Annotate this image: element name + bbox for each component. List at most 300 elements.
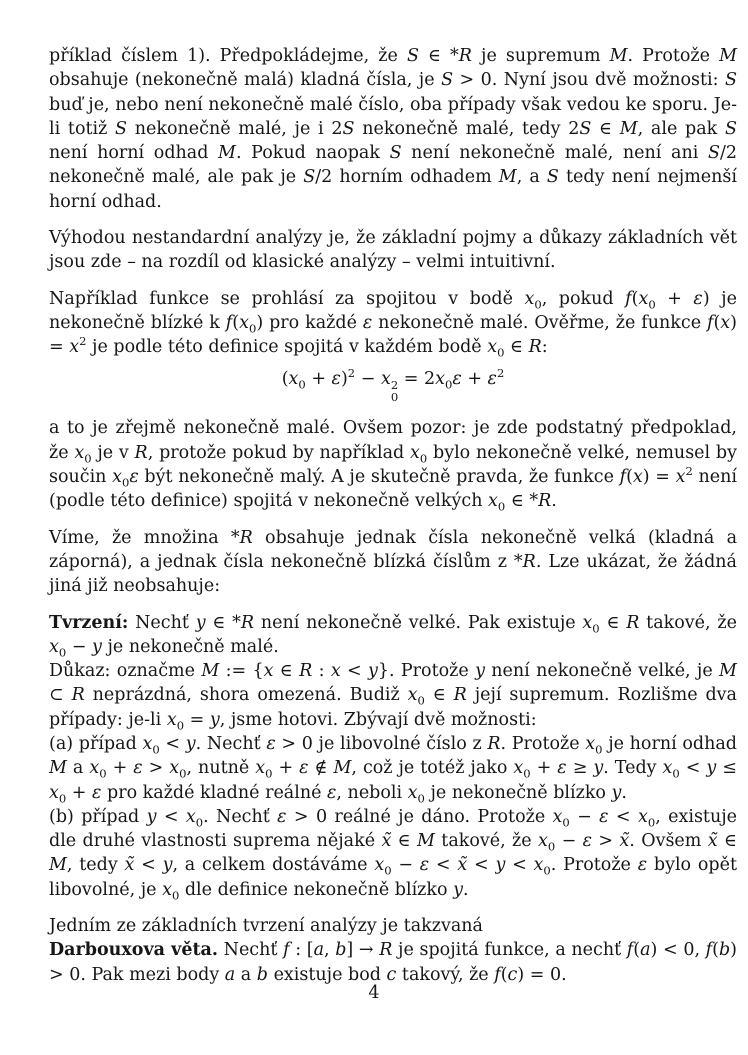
text-run: pro každé kladné reálné — [101, 782, 328, 803]
text-run: > — [142, 758, 170, 779]
text-run: x — [166, 709, 177, 730]
text-run: − — [66, 636, 93, 657]
text-run: 0 — [497, 499, 506, 514]
text-run: x — [720, 312, 731, 333]
text-run: y — [146, 806, 157, 827]
text-run: R — [487, 733, 501, 754]
text-run: x — [255, 758, 266, 779]
text-run: > 0 reálné je dáno. Protože — [286, 806, 553, 827]
text-run: 0 — [152, 742, 160, 757]
text-run: x — [585, 733, 596, 754]
text-run: být nekonečně malý. A je skutečně pravda, že funkce — [138, 467, 620, 488]
text-run: 0 — [647, 815, 656, 830]
text-run: není nekonečně velké, je — [484, 661, 720, 682]
text-run: obsahuje jednak čísla nekonečně velká (kladná a záporná), a jednak čísla nekonečně blízká číslům z * — [49, 527, 737, 572]
text-run: a — [66, 758, 90, 779]
paragraph-nonstandard-advantage — [49, 226, 737, 275]
text-run: + — [461, 368, 488, 389]
text-run: buď je, nebo není nekonečně malé číslo, oba případy však vedou ke sporu. Je-li totiž — [49, 94, 737, 139]
text-run: y — [209, 709, 220, 730]
text-run: bylo nekonečně velké, nemusel by součin — [49, 442, 737, 488]
text-run: takový, že — [396, 964, 495, 985]
text-run: a to je zřejmě nekonečně malé. Ovšem pozor: je zde podstatný předpoklad, že — [49, 418, 737, 463]
text-run: ∉ — [308, 758, 334, 779]
text-run: − — [355, 368, 381, 389]
text-run: , a celkem dostáváme — [172, 855, 375, 876]
text-run: − — [391, 855, 420, 876]
text-run: ( — [232, 312, 240, 333]
text-run: , neboli — [336, 782, 408, 803]
text-run: }. Protože — [377, 661, 476, 682]
text-run: ( — [713, 312, 721, 333]
text-run: 2 — [685, 464, 693, 479]
text-run: ( — [631, 288, 639, 309]
text-run: b — [335, 940, 347, 961]
text-run: ) je nekonečně blízké k — [49, 288, 737, 333]
text-run: 2 — [347, 365, 356, 380]
text-run: + — [66, 782, 93, 803]
text-run: je spojitá funkce, a nechť — [392, 940, 627, 961]
paragraph-dukaz-proof — [49, 659, 737, 732]
text-run: ∈ — [424, 685, 454, 706]
text-run: 0 — [265, 766, 273, 781]
text-run: x — [487, 337, 498, 358]
text-run: M — [49, 855, 67, 876]
text-run: ε — [637, 855, 648, 876]
text-run: nekonečně malé. Ověřme, že funkce — [372, 312, 707, 333]
text-run: ) > 0. Pak mezi body — [49, 940, 737, 985]
text-run: není nekonečně malé, není ani — [401, 143, 708, 164]
text-run: f — [626, 940, 634, 961]
text-run: S — [725, 118, 737, 139]
paragraph-star-r-contents — [49, 526, 737, 599]
text-run: R — [522, 551, 536, 572]
text-run: 0 — [417, 791, 425, 806]
text-run: nekonečně malé, tedy 2 — [354, 118, 580, 139]
text-run: ∈ — [391, 831, 417, 852]
text-run: x — [638, 288, 649, 309]
text-run: x — [632, 467, 643, 488]
text-run: x — [407, 685, 418, 706]
text-run: R — [134, 442, 148, 463]
text-run: . — [621, 782, 627, 803]
text-run: (a) případ — [49, 733, 143, 754]
text-run: a — [224, 964, 236, 985]
text-run: := { — [219, 661, 264, 682]
text-run: M — [201, 661, 220, 682]
text-run: bylo opět libovolné, je — [49, 855, 737, 900]
text-run: 0 — [543, 863, 551, 878]
text-run: < — [156, 806, 186, 827]
text-run: ( — [633, 940, 641, 961]
text-run: ∈ * — [205, 612, 241, 633]
text-run: = 2 — [398, 368, 436, 389]
text-run: b — [718, 940, 731, 961]
text-run: f — [705, 940, 713, 961]
paragraph-supremum-argument — [49, 44, 737, 214]
text-run: . Nechť — [203, 806, 278, 827]
text-run: x — [662, 758, 673, 779]
text-run: M — [218, 143, 236, 164]
text-run: Tvrzení: — [49, 612, 129, 633]
text-run: ε — [487, 368, 497, 389]
text-run: < — [467, 855, 496, 876]
text-run: ε — [599, 806, 609, 827]
text-run: R — [71, 685, 85, 706]
text-run: ∈ — [717, 831, 737, 852]
text-run: 0 — [595, 742, 603, 757]
text-run: . Ovšem — [629, 831, 708, 852]
text-run: 0 — [523, 766, 531, 781]
text-run: . Nechť — [195, 733, 267, 754]
text-run: ∈ * — [418, 46, 459, 66]
formula-square-expansion — [49, 367, 737, 404]
text-run: ) = 0. — [517, 964, 567, 985]
text-run: c — [507, 964, 518, 985]
text-run: její supremum. Rozlišme dva případy: je-li — [49, 685, 737, 730]
text-run: Víme, že množina * — [49, 527, 240, 548]
text-run: M — [498, 167, 517, 188]
text-run: Důkaz: označme — [49, 661, 202, 682]
text-run: f — [283, 940, 290, 961]
text-run: y — [475, 661, 485, 682]
paragraph-continuity-definition — [49, 287, 737, 360]
text-run: je podle této definice spojitá v každém bodě — [86, 337, 488, 358]
text-run: S — [389, 143, 402, 164]
text-run: ∈ — [599, 612, 627, 633]
text-run: 2 0 — [390, 378, 399, 404]
text-run: y — [453, 879, 463, 900]
text-run: 0 — [592, 621, 600, 635]
text-run: 0 — [171, 888, 180, 903]
text-run: x — [185, 806, 196, 827]
text-run: f — [625, 288, 632, 309]
text-run: není nekonečně velké. Pak existuje — [254, 612, 583, 633]
text-run: Nechť — [217, 940, 284, 961]
text-run: R — [528, 337, 542, 358]
text-run: 0 — [648, 297, 656, 312]
text-run: , protože pokud by například — [147, 442, 410, 463]
text-run: x — [169, 758, 180, 779]
text-run: , nutně — [186, 758, 256, 779]
text-run: ( — [626, 467, 633, 488]
text-run: Například funkce se prohlásí za spojitou v bodě — [49, 288, 525, 309]
text-run: ∈ — [591, 118, 620, 139]
text-run: M — [417, 831, 435, 852]
text-run: S — [342, 118, 355, 139]
text-run: x — [538, 831, 548, 852]
text-run: ε — [133, 758, 143, 779]
text-run: M — [609, 46, 628, 66]
text-run: , tedy — [66, 855, 125, 876]
text-run: a — [313, 940, 324, 961]
text-run: x — [637, 806, 648, 827]
text-run: x — [89, 758, 100, 779]
text-run: S — [406, 46, 419, 66]
text-run: f — [706, 312, 714, 333]
text-run: S — [115, 118, 128, 139]
text-run: 0 — [444, 377, 453, 392]
text-run: x — [374, 855, 385, 876]
text-run: < — [679, 758, 707, 779]
text-run: S — [441, 70, 454, 91]
text-run: M — [719, 661, 737, 682]
text-run: x — [675, 467, 686, 488]
text-run: ε — [331, 368, 341, 389]
paragraph-darboux-theorem — [49, 938, 737, 987]
text-run: R — [538, 491, 552, 512]
text-run: , pokud — [541, 288, 626, 309]
text-run: x — [49, 636, 59, 657]
text-run: . Protože — [627, 46, 720, 66]
text-run: (b) případ — [49, 806, 147, 827]
text-run: 2 — [496, 365, 505, 380]
text-run: ε — [299, 758, 309, 779]
text-run: − — [569, 806, 600, 827]
text-run: ε — [419, 855, 430, 876]
text-run: < — [159, 733, 186, 754]
text-run: 2 — [79, 334, 87, 349]
text-run: ∈ — [504, 337, 529, 358]
text-run: ( — [712, 940, 719, 961]
text-run: M — [333, 758, 352, 779]
text-run: x — [435, 368, 445, 389]
text-run: x — [263, 661, 274, 682]
text-run: : [ — [289, 940, 314, 961]
text-run: ε — [277, 806, 287, 827]
text-run: . Lze ukázat, že žádná jiná již neobsahuje: — [49, 551, 737, 597]
text-run: ε — [582, 831, 593, 852]
text-run: x — [552, 806, 563, 827]
text-run: 0 — [58, 791, 67, 806]
text-run: x̃ — [457, 855, 468, 876]
text-run: , ale pak — [637, 118, 725, 139]
text-run: ( — [500, 964, 508, 985]
text-run: 0 — [298, 377, 306, 392]
text-run: . Protože — [550, 855, 638, 876]
text-run: 0 — [179, 766, 187, 781]
text-run: M — [619, 118, 638, 139]
text-run: ≥ — [566, 758, 594, 779]
text-run: Nechť — [128, 612, 196, 633]
text-run: , což je totéž jako — [351, 758, 514, 779]
text-run: , — [324, 940, 336, 961]
text-run: R — [458, 46, 472, 66]
paragraph-darboux-intro — [49, 914, 737, 938]
text-run: Darbouxova věta. — [49, 940, 218, 961]
page-number: 4 — [368, 983, 380, 1003]
text-run: . — [551, 491, 557, 512]
text-run: je supremum — [471, 46, 610, 66]
text-run: 0 — [534, 297, 542, 312]
text-run: , jsme hotovi. Zbývají dvě možnosti: — [219, 709, 537, 730]
text-run: Výhodou nestandardní analýzy je, že základní pojmy a důkazy základních vět jsou zde – na rozdíl od klasické analýzy – velmi intuitivní. — [49, 228, 737, 273]
text-run: 0 — [562, 815, 570, 830]
text-run: není (podle této definice) spojitá v nekonečně velkých — [49, 467, 737, 512]
text-run: < — [134, 855, 163, 876]
text-run: S — [725, 70, 738, 91]
text-run: y — [162, 855, 173, 876]
text-run: ε — [266, 733, 276, 754]
paragraph-tvrzeni-statement — [49, 611, 737, 660]
text-run: x — [380, 368, 391, 389]
text-run: S — [546, 167, 559, 188]
text-run: x̃ — [707, 831, 718, 852]
text-run: > — [592, 831, 620, 852]
text-run: 0 — [672, 766, 680, 781]
text-run: ⊂ — [49, 685, 72, 706]
text-run: ε — [693, 288, 703, 309]
text-run: . Pokud naopak — [235, 143, 390, 164]
text-run: 0 — [84, 451, 92, 466]
text-run: 0 — [417, 693, 425, 708]
text-run: > 0. Nyní jsou dvě možnosti: — [453, 70, 726, 91]
text-run: 0 — [384, 863, 392, 878]
text-run: x — [288, 368, 299, 389]
text-run: R — [240, 612, 255, 633]
text-run: je nekonečně blízko — [424, 782, 612, 803]
text-run: y — [611, 782, 622, 803]
text-run: neprázdná, shora omezená. Budiž — [84, 685, 408, 706]
text-run: y — [92, 636, 102, 657]
text-run: tedy není nejmenší horní odhad. — [49, 167, 738, 212]
text-run: + — [305, 368, 332, 389]
text-run: , a — [516, 167, 547, 188]
text-run: x — [330, 661, 341, 682]
text-run: R — [239, 527, 253, 548]
text-run: c — [386, 964, 397, 985]
text-run: ε — [92, 782, 102, 803]
text-run: + — [272, 758, 300, 779]
paragraph-essential-assumption — [49, 416, 737, 513]
text-run: : — [541, 337, 548, 358]
text-run: ε — [327, 782, 337, 803]
text-run: ) < 0, — [650, 940, 706, 961]
text-run: existuje bod — [268, 964, 387, 985]
text-run: 0 — [547, 839, 556, 854]
paragraph-case-b — [49, 805, 737, 902]
text-run: 0 — [419, 451, 428, 466]
text-run: takové, že — [434, 831, 538, 852]
text-run: ε — [452, 368, 462, 389]
text-run: ) pro každé — [256, 312, 363, 333]
text-run: ε — [362, 312, 373, 333]
text-run: y — [185, 733, 196, 754]
text-run: x — [112, 467, 122, 488]
text-run: obsahuje (nekonečně malá) kladná čísla, je — [49, 70, 442, 91]
text-run: x — [513, 758, 524, 779]
text-run: y — [368, 661, 378, 682]
text-run: S — [579, 118, 592, 139]
text-run: S — [707, 143, 720, 164]
text-run: 0 — [176, 718, 185, 733]
text-run: ( — [281, 368, 289, 389]
text-run: nekonečně malé, je i 2 — [127, 118, 343, 139]
text-run: . Tedy — [603, 758, 663, 779]
text-run: M — [719, 46, 737, 66]
text-run: ∈ * — [505, 491, 539, 512]
text-run: ) = — [49, 312, 737, 358]
text-run: R — [453, 685, 467, 706]
text-run: /2 nekonečně malé, ale pak je — [49, 143, 737, 188]
text-run: x — [142, 733, 153, 754]
paragraph-case-a — [49, 732, 737, 805]
text-run: f — [494, 964, 501, 985]
text-run: ∈ — [273, 661, 300, 682]
text-run: S — [303, 167, 316, 188]
text-run: 0 — [497, 345, 505, 360]
text-run: R — [626, 612, 640, 633]
text-run: y — [495, 855, 506, 876]
text-run: R — [379, 940, 393, 961]
text-run: ε — [557, 758, 567, 779]
text-run: není horní odhad — [49, 143, 219, 164]
text-run: je horní odhad — [602, 733, 738, 754]
text-run: x̃ — [619, 831, 630, 852]
text-run: 0 — [122, 475, 130, 490]
text-run: < — [505, 855, 534, 876]
text-run: x — [239, 312, 249, 333]
text-run: x — [162, 879, 172, 900]
text-run: ) = — [642, 467, 676, 488]
text-run: takové, že — [639, 612, 737, 633]
text-run: R — [299, 661, 313, 682]
text-run: − — [555, 831, 583, 852]
text-run: + — [106, 758, 134, 779]
text-run: x̃ — [124, 855, 135, 876]
text-run: x — [533, 855, 544, 876]
text-run: + — [530, 758, 558, 779]
text-run: je nekonečně malé. — [101, 636, 279, 657]
text-run: je v — [91, 442, 135, 463]
text-run: x — [74, 442, 85, 463]
text-run: x — [410, 442, 420, 463]
text-run: x — [407, 782, 418, 803]
text-run: y — [706, 758, 717, 779]
text-run: 0 — [248, 321, 257, 336]
text-run: : — [312, 661, 331, 682]
text-run: x̃ — [381, 831, 392, 852]
text-run: M — [49, 758, 67, 779]
text-run: ) — [340, 368, 348, 389]
text-run: > 0 je libovolné číslo z — [275, 733, 488, 754]
text-run: 0 — [58, 645, 67, 660]
text-run: ε — [129, 467, 139, 488]
text-run: a — [640, 940, 651, 961]
text-run: ] → — [346, 940, 380, 961]
text-run: x — [49, 782, 59, 803]
text-run: f — [619, 467, 627, 488]
text-run: y — [593, 758, 604, 779]
text-run: b — [256, 964, 268, 985]
text-run: + — [655, 288, 694, 309]
text-run: < — [608, 806, 638, 827]
text-run: 0 — [99, 766, 107, 781]
text-run: /2 horním odhadem — [315, 167, 499, 188]
text-run: . Protože — [500, 733, 586, 754]
text-run: f — [225, 312, 233, 333]
text-run: x — [524, 288, 535, 309]
text-run: Jedním ze základních tvrzení analýzy je takzvaná — [49, 916, 483, 937]
text-run: y — [195, 612, 206, 633]
text-block — [49, 44, 737, 999]
text-run: x — [488, 491, 498, 512]
text-run: , existuje dle druhé vlastnosti suprema nějaké — [49, 806, 738, 852]
text-run: . — [463, 879, 469, 900]
text-run: dle definice nekonečně blízko — [179, 879, 454, 900]
text-run: x — [69, 337, 80, 358]
text-run: ≤ — [716, 758, 737, 779]
